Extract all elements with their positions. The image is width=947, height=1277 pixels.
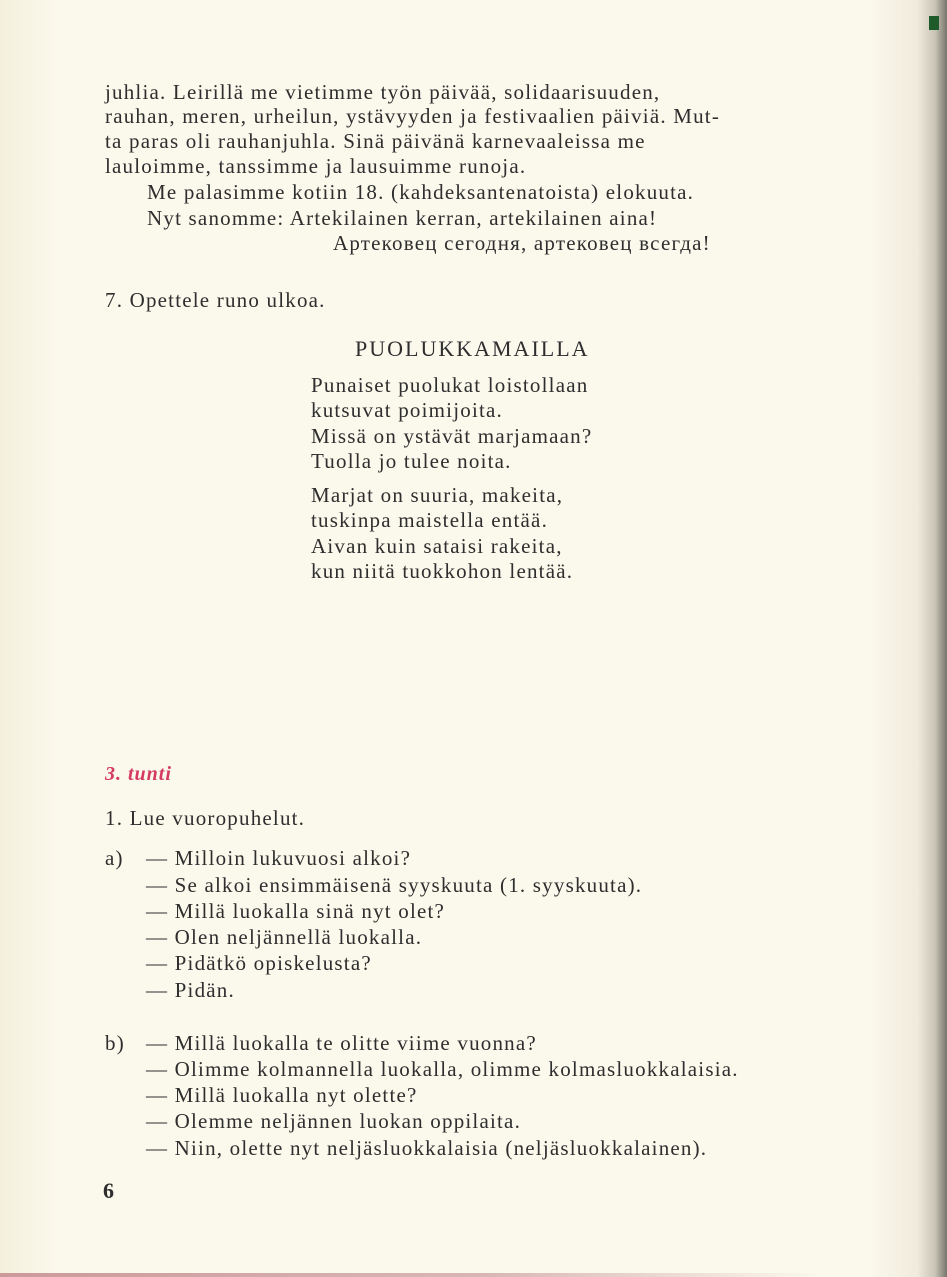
dialogue-line: — Niin, olette nyt neljäsluokkalaisia (neljäsluokkalainen). [146, 1136, 708, 1160]
dialogue-line: — Millä luokalla nyt olette? [146, 1083, 418, 1107]
poem-line: Missä on ystävät marjamaan? [311, 424, 593, 448]
poem-line: kun niitä tuokkohon lentää. [311, 559, 574, 583]
paragraph-line: rauhan, meren, urheilun, ystävyyden ja festivaalien päiviä. Mut- [105, 104, 721, 128]
dialogue-line: — Milloin lukuvuosi alkoi? [146, 846, 412, 870]
dialogue-line: — Olimme kolmannella luokalla, olimme kolmasluokkalaisia. [146, 1057, 739, 1081]
poem-line: tuskinpa maistella entää. [311, 508, 549, 532]
poem-line: Aivan kuin sataisi rakeita, [311, 534, 563, 558]
dialogue-a-label: a) [105, 846, 124, 870]
dialogue-line: — Olemme neljännen luokan oppilaita. [146, 1109, 522, 1133]
lesson-heading: 3. tunti [105, 763, 172, 785]
paragraph-line: ta paras oli rauhanjuhla. Sinä päivänä karnevaaleissa me [105, 129, 646, 153]
return-date-line: Me palasimme kotiin 18. (kahdeksantenatoista) elokuuta. [147, 180, 695, 204]
poem-line: kutsuvat poimijoita. [311, 398, 503, 422]
motto-line-finnish: Nyt sanomme: Artekilainen kerran, artekilainen aina! [147, 206, 658, 230]
poem-line: Punaiset puolukat loistollaan [311, 373, 589, 397]
poem-line: Marjat on suuria, makeita, [311, 483, 564, 507]
dialogue-line: — Millä luokalla sinä nyt olet? [146, 899, 446, 923]
page-number: 6 [103, 1178, 114, 1203]
book-spine-shadow [917, 0, 947, 1277]
task-1-instruction: 1. Lue vuoropuhelut. [105, 806, 306, 830]
dialogue-b-label: b) [105, 1031, 125, 1055]
bottom-edge-strip [0, 1273, 820, 1277]
dialogue-line: — Pidän. [146, 978, 235, 1002]
poem-title: PUOLUKKAMAILLA [355, 336, 590, 361]
dialogue-line: — Se alkoi ensimmäisenä syyskuuta (1. syyskuuta). [146, 873, 643, 897]
task-7-instruction: 7. Opettele runo ulkoa. [105, 288, 326, 312]
paragraph-line: juhlia. Leirillä me vietimme työn päivää, solidaarisuuden, [105, 80, 661, 104]
dialogue-line: — Olen neljännellä luokalla. [146, 925, 423, 949]
motto-line-russian: Артековец сегодня, артековец всегда! [333, 231, 711, 255]
poem-line: Tuolla jo tulee noita. [311, 449, 512, 473]
paragraph-line: lauloimme, tanssimme ja lausuimme runoja. [105, 154, 527, 178]
dialogue-line: — Pidätkö opiskelusta? [146, 951, 372, 975]
corner-tab-mark [929, 16, 939, 30]
dialogue-line: — Millä luokalla te olitte viime vuonna? [146, 1031, 537, 1055]
